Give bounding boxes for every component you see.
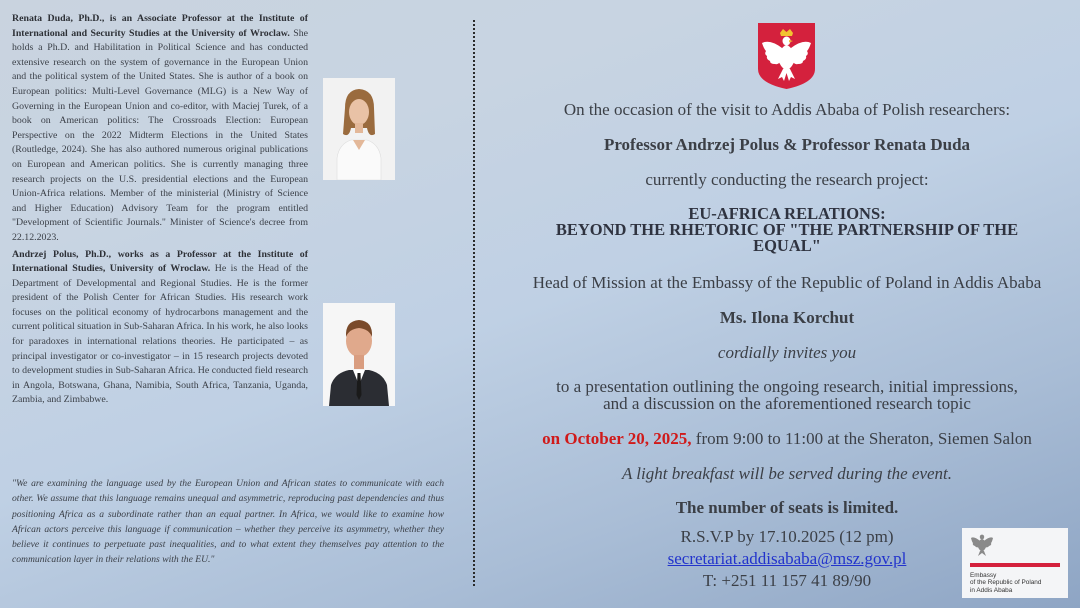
purpose-text [500,378,1074,412]
event-time-place: from 9:00 to 11:00 at the Sheraton, Siemen Salon [691,429,1032,448]
polish-eagle-emblem-icon [756,21,817,90]
bio-column [12,12,308,408]
breakfast-note: A light breakfast will be served during the event. [621,464,953,483]
project-title-line-1: EU-AFRICA RELATIONS: [688,204,886,223]
rsvp-deadline: R.S.V.P by 17.10.2025 (12 pm) [680,527,894,546]
project-title [500,206,1074,254]
purpose-line-1: to a presentation outlining the ongoing research, initial impressions, [556,377,1018,396]
logo-line-2: of the Republic of Poland [970,579,1042,587]
bio-renata-duda-text: She holds a Ph.D. and Habilitation in Political Science and has conducted extensive research on the system of governance in the European Union and the political system of the United States. She is author of a book on European politics: Multi-Level Governance (MLG) is a New Way of Governing in the European Union and co-editor, with Maciej Turek, of a book on American politics: The Crossroads Election: European Perspective on the 2022 Midterm Elections in the United States (Routledge, 2024). She has also authored numerous original publications on European and American politics. She is currently managing three research projects on the U.S. presidential elections and the European Union-Africa relations. Member of the ministerial (Ministry of Science and Higher Education) Advisory Team for the program entitled "Development of Scientific Journals." Minister of Science's decree from 22.12.2023. [12,27,308,243]
renata-duda-photo [323,78,395,180]
bio-andrzej-polus [12,248,308,409]
research-quote: "We are examining the language used by the European Union and African states to communicate with each other. We assume that this language remains unequal and asymmetric, reproducing past dependencies and thus positioning Africa as a subordinate rather than an equal partner. In Africa, we would like to examine how African actors perceive this language if communication – whether they perceive its asymmetry, whether they believe it continues to perpetuate past inequalities, and to what extent they themselves pay attention to the communication layer in their relations with the EU." [12,478,444,566]
host-name: Ms. Ilona Korchut [719,308,855,327]
email-link[interactable]: secretariat.addisababa@msz.gov.pl [667,549,907,568]
andrzej-polus-photo [323,303,395,406]
host-title: Head of Mission at the Embassy of the Republic of Poland in Addis Ababa [532,273,1042,292]
seats-limited: The number of seats is limited. [675,498,899,517]
bio-andrzej-polus-text: He is the Head of the Department of Developmental and Regional Studies. He is the former president of the Polish Center for African Studies. His research work focuses on the political economy of hydrocarbons management and the current political situation in Sub-Saharan Africa. In his work, he also looks for paradoxes in international relations theories. He participated – as principal investigator or co-investigator – in 15 research projects devoted to development studies in Sub-Saharan Africa. He conducted field research in Angola, Botswana, Ghana, Namibia, South Africa, Tanzania, Uganda, Zambia, and Zimbabwe. [12,263,308,406]
logo-line-1: Embassy [970,572,997,579]
logo-line-3: in Addis Ababa [970,586,1013,594]
phone-number: T: +251 11 157 41 89/90 [702,571,872,590]
project-title-line-2: BEYOND THE RHETORIC OF "THE PARTNERSHIP OF THE [555,220,1019,239]
logo-red-bar [970,563,1060,567]
project-title-line-3: EQUAL" [753,236,821,255]
occasion-text: On the occasion of the visit to Addis Ababa of Polish researchers: [563,100,1011,119]
researchers-names: Professor Andrzej Polus & Professor Renata Duda [603,135,971,154]
logo-text [970,572,1066,594]
bio-renata-duda-name: Renata Duda, Ph.D., is an Associate Professor at the Institute of International and Security Studies at the University of Wroclaw. [12,13,308,39]
event-date: on October 20, 2025, [542,429,692,448]
conducting-text: currently conducting the research project: [645,170,929,189]
mini-eagle-icon [970,532,994,558]
bio-andrzej-polus-name: Andrzej Polus, Ph.D., works as a Professor at the Institute of International Studies, University of Wroclaw. [12,248,308,275]
invites-text: cordially invites you [717,343,857,362]
embassy-logo-icon [962,528,1068,598]
bio-renata-duda [12,12,308,246]
purpose-line-2: and a discussion on the aforementioned research topic [603,394,971,413]
dotted-divider [473,20,475,586]
event-datetime [500,429,1074,449]
